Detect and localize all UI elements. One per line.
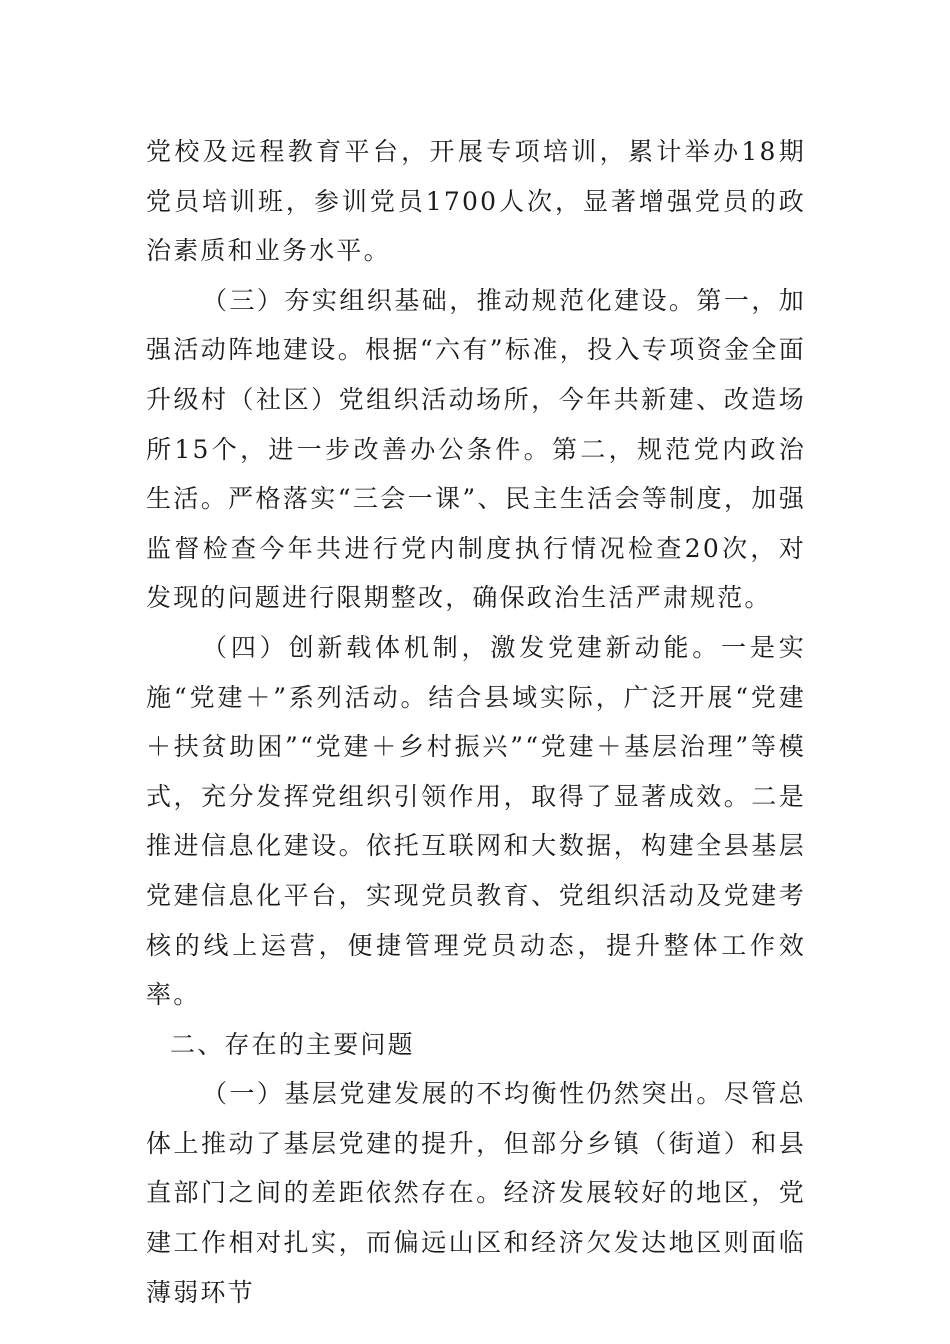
paragraph-section-four: （四）创新载体机制，激发党建新动能。一是实施“党建＋”系列活动。结合县域实际，广泛开展“党建＋扶贫助困”“党建＋乡村振兴”“党建＋基层治理”等模式，充分发挥党组织引领作用，取得了显著成效。二是推进信息化建设。依托互联网和大数据，构建全县基层党建信息化平台，实现党员教育、党组织活动及党建考核的线上运营，便捷管理党员动态，提升整体工作效率。 [146, 632, 806, 1010]
section-heading-main-problems: 二、存在的主要问题 [170, 1029, 415, 1059]
document-body [146, 127, 806, 1317]
paragraph-continuation: 党校及远程教育平台，开展专项培训，累计举办18期党员培训班，参训党员1700人次，显著增强党员的政治素质和业务水平。 [146, 137, 806, 266]
paragraph-problem-one: （一）基层党建发展的不均衡性仍然突出。尽管总体上推动了基层党建的提升，但部分乡镇（街道）和县直部门之间的差距依然存在。经济发展较好的地区，党建工作相对扎实，而偏远山区和经济欠发达地区则面临薄弱环节 [146, 1079, 806, 1307]
paragraph-section-three: （三）夯实组织基础，推动规范化建设。第一，加强活动阵地建设。根据“六有”标准，投入专项资金全面升级村（社区）党组织活动场所，今年共新建、改造场所15个，进一步改善办公条件。第二，规范党内政治生活。严格落实“三会一课”、民主生活会等制度，加强监督检查今年共进行党内制度执行情况检查20次，对发现的问题进行限期整改，确保政治生活严肃规范。 [146, 285, 806, 613]
